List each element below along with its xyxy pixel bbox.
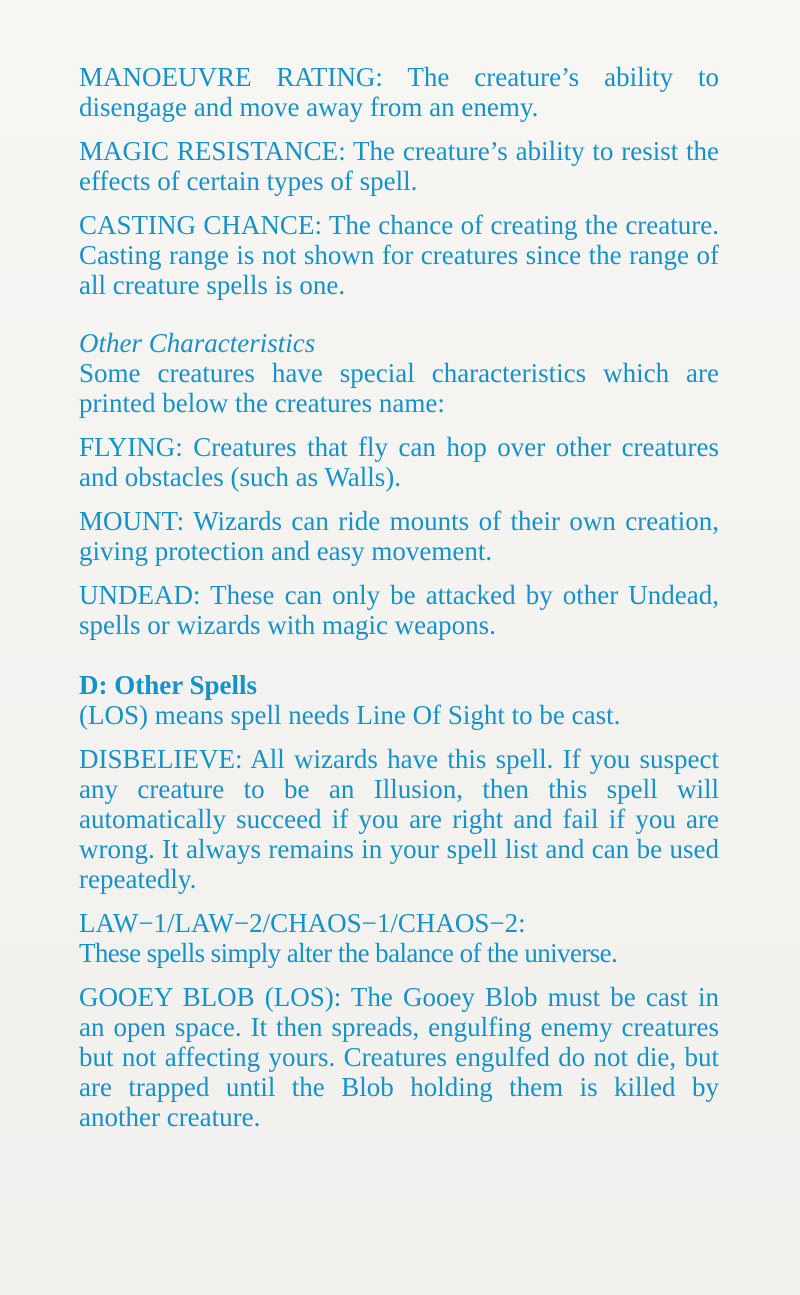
gooey-blob-entry: GOOEY BLOB (LOS): The Gooey Blob must be cast in an open space. It then spreads, engulfing enemy creatures but not affecting yours. Creatures engulfed do not die, but are trapped until the Blob holding them is killed by another creature. [79,982,719,1132]
disbelieve-text: All wizards have this spell. If you suspect any creature to be an Illusion, then this spell will automatically succeed if you are right and fail if you are wrong. It always remains in your spell list and can be used repeatedly. [79,744,720,894]
other-spells-intro: (LOS) means spell needs Line Of Sight to be cast. [79,700,621,730]
mount-entry: MOUNT: Wizards can ride mounts of their own creation, giving protection and easy movement. [79,506,719,566]
mount-text: Wizards can ride mounts of their own creation, giving protection and easy movement. [79,506,719,566]
law-chaos-entry [79,908,719,968]
flying-text: Creatures that fly can hop over other creatures and obstacles (such as Walls). [79,432,719,492]
disbelieve-entry: DISBELIEVE: All wizards have this spell. If you suspect any creature to be an Illusion, then this spell will automatically succeed if you are right and fail if you are wrong. It always remains in your spell list and can be used repeatedly. [79,744,720,894]
manoeuvre-rating-entry: MANOEUVRE RATING: The creature’s ability to disengage and move away from an enemy. [79,62,719,122]
casting-chance-entry: CASTING CHANCE: The chance of creating the creature. Casting range is not shown for creatures since the range of all creature spells is one. [79,210,719,300]
manoeuvre-rating-term: MANOEUVRE RATING [79,62,376,92]
manoeuvre-rating-text: The creature’s ability to disengage and move away from an enemy. [79,62,719,122]
flying-term: FLYING [79,432,176,462]
page-content [79,62,719,1146]
law-chaos-term: LAW−1/LAW−2/CHAOS−1/CHAOS−2: [79,908,526,938]
magic-resistance-entry: MAGIC RESISTANCE: The creature’s ability to resist the effects of certain types of spell. [79,136,720,196]
other-characteristics-heading: Other Characteristics [79,328,316,358]
casting-chance-term: CASTING CHANCE [79,210,315,240]
undead-term: UNDEAD [79,580,193,610]
other-characteristics-intro: Some creatures have special characteristics which are printed below the creatures name: [79,358,719,418]
magic-resistance-term: MAGIC RESISTANCE [79,136,339,166]
undead-text: These can only be attacked by other Undead, spells or wizards with magic weapons. [79,580,719,640]
magic-resistance-text: The creature’s ability to resist the effects of certain types of spell. [79,136,720,196]
disbelieve-term: DISBELIEVE [79,744,235,774]
law-chaos-text: These spells simply alter the balance of the universe. [79,938,618,968]
undead-entry: UNDEAD: These can only be attacked by other Undead, spells or wizards with magic weapons. [79,580,719,640]
casting-chance-text: The chance of creating the creature. Casting range is not shown for creatures since the range of all creature spells is one. [79,210,719,300]
gooey-blob-text: The Gooey Blob must be cast in an open space. It then spreads, engulfing enemy creatures but not affecting yours. Creatures engulfed do not die, but are trapped until the Blob holding them is killed by another creature. [79,982,719,1132]
mount-term: MOUNT [79,506,177,536]
gooey-blob-term: GOOEY BLOB (LOS) [79,982,334,1012]
flying-entry: FLYING: Creatures that fly can hop over other creatures and obstacles (such as Walls). [79,432,719,492]
other-spells-heading: D: Other Spells [79,670,258,700]
